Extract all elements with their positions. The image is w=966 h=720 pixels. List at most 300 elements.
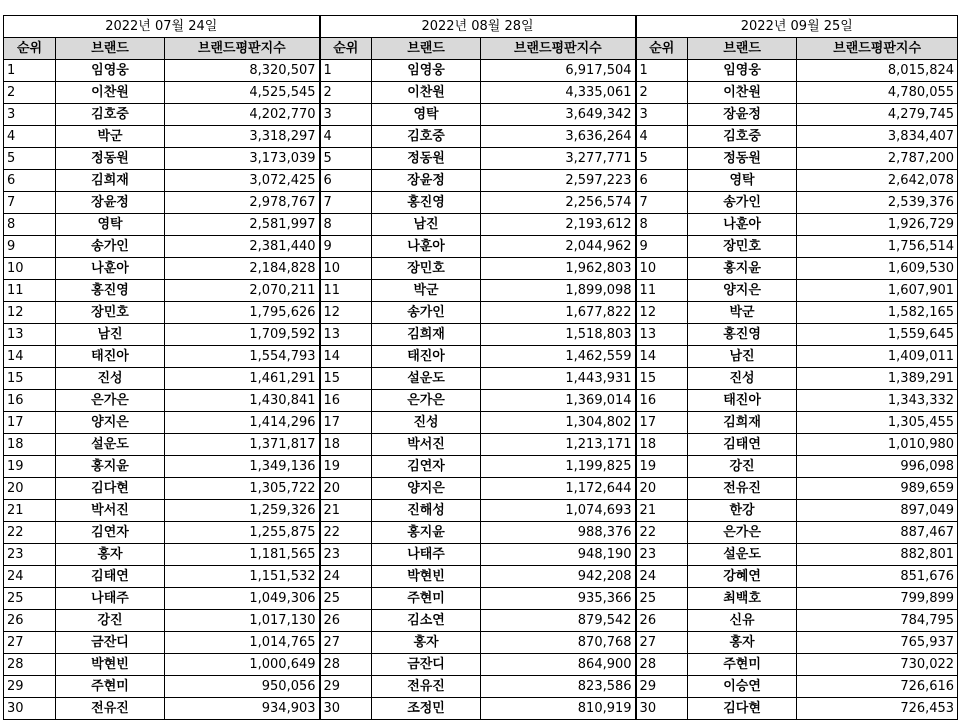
table-row [4,368,958,390]
brand-cell: 양지은 [372,478,481,500]
index-value-cell: 879,542 [481,610,636,632]
rank-cell: 15 [636,368,688,390]
rank-cell: 13 [320,324,372,346]
brand-cell: 한강 [688,500,797,522]
index-value-cell: 2,193,612 [481,214,636,236]
rank-cell: 25 [4,588,56,610]
brand-cell: 홍지윤 [688,258,797,280]
brand-cell: 김연자 [372,456,481,478]
brand-cell: 김연자 [56,522,165,544]
rank-cell: 15 [320,368,372,390]
table-row [4,654,958,676]
index-value-cell: 1,962,803 [481,258,636,280]
index-value-cell: 3,636,264 [481,126,636,148]
brand-cell: 남진 [688,346,797,368]
rank-cell: 7 [320,192,372,214]
index-value-cell: 3,834,407 [797,126,958,148]
rank-cell: 28 [4,654,56,676]
rank-cell: 22 [4,522,56,544]
index-value-cell: 1,462,559 [481,346,636,368]
brand-cell: 강혜연 [688,566,797,588]
brand-cell: 김호중 [372,126,481,148]
rank-cell: 6 [320,170,372,192]
brand-cell: 최백호 [688,588,797,610]
brand-cell: 영탁 [688,170,797,192]
index-value-cell: 3,173,039 [165,148,320,170]
brand-cell: 전유진 [372,676,481,698]
rank-cell: 25 [320,588,372,610]
brand-cell: 은가은 [372,390,481,412]
rank-cell: 27 [320,632,372,654]
index-value-cell: 3,318,297 [165,126,320,148]
brand-cell: 남진 [372,214,481,236]
period-title: 2022년 08월 28일 [320,16,636,38]
rank-cell: 27 [4,632,56,654]
index-header: 브랜드평판지수 [797,38,958,60]
index-value-cell: 2,978,767 [165,192,320,214]
rank-cell: 1 [320,60,372,82]
index-value-cell: 1,409,011 [797,346,958,368]
index-value-cell: 810,919 [481,698,636,720]
brand-cell: 박군 [372,280,481,302]
index-value-cell: 2,044,962 [481,236,636,258]
brand-cell: 나태주 [56,588,165,610]
index-value-cell: 726,453 [797,698,958,720]
brand-cell: 김호중 [688,126,797,148]
brand-cell: 장윤정 [56,192,165,214]
index-value-cell: 3,277,771 [481,148,636,170]
table-row [4,214,958,236]
index-value-cell: 784,795 [797,610,958,632]
brand-cell: 은가은 [56,390,165,412]
index-value-cell: 4,780,055 [797,82,958,104]
rank-cell: 23 [4,544,56,566]
brand-cell: 홍자 [372,632,481,654]
index-value-cell: 4,279,745 [797,104,958,126]
rank-cell: 12 [320,302,372,324]
table-row [4,324,958,346]
brand-cell: 김다현 [688,698,797,720]
brand-cell: 강진 [688,456,797,478]
rank-cell: 30 [320,698,372,720]
brand-cell: 진성 [688,368,797,390]
brand-cell: 이찬원 [372,82,481,104]
rank-cell: 23 [636,544,688,566]
rank-cell: 7 [636,192,688,214]
index-value-cell: 1,305,455 [797,412,958,434]
brand-cell: 김다현 [56,478,165,500]
rank-cell: 14 [320,346,372,368]
index-value-cell: 1,607,901 [797,280,958,302]
index-value-cell: 1,343,332 [797,390,958,412]
rank-cell: 3 [636,104,688,126]
table-row [4,456,958,478]
rank-cell: 26 [636,610,688,632]
index-value-cell: 1,430,841 [165,390,320,412]
table-row [4,588,958,610]
index-header: 브랜드평판지수 [165,38,320,60]
index-value-cell: 1,414,296 [165,412,320,434]
index-value-cell: 4,525,545 [165,82,320,104]
brand-cell: 홍자 [56,544,165,566]
index-value-cell: 950,056 [165,676,320,698]
brand-cell: 임영웅 [56,60,165,82]
index-value-cell: 935,366 [481,588,636,610]
brand-cell: 박현빈 [372,566,481,588]
rank-cell: 3 [4,104,56,126]
table-row [4,346,958,368]
rank-header: 순위 [636,38,688,60]
brand-cell: 홍지윤 [56,456,165,478]
brand-cell: 전유진 [688,478,797,500]
rank-cell: 13 [4,324,56,346]
rank-cell: 1 [636,60,688,82]
rank-cell: 18 [4,434,56,456]
index-value-cell: 1,304,802 [481,412,636,434]
index-value-cell: 1,305,722 [165,478,320,500]
index-value-cell: 2,597,223 [481,170,636,192]
brand-cell: 설운도 [56,434,165,456]
table-row [4,302,958,324]
index-value-cell: 1,049,306 [165,588,320,610]
brand-cell: 주현미 [688,654,797,676]
rank-cell: 17 [636,412,688,434]
index-value-cell: 1,017,130 [165,610,320,632]
rank-cell: 20 [320,478,372,500]
brand-cell: 정동원 [372,148,481,170]
brand-cell: 태진아 [372,346,481,368]
brand-cell: 정동원 [688,148,797,170]
index-value-cell: 1,259,326 [165,500,320,522]
index-value-cell: 1,518,803 [481,324,636,346]
index-value-cell: 1,010,980 [797,434,958,456]
brand-cell: 박군 [688,302,797,324]
brand-cell: 김소연 [372,610,481,632]
table-row [4,170,958,192]
index-value-cell: 2,581,997 [165,214,320,236]
brand-cell: 김희재 [56,170,165,192]
rank-cell: 7 [4,192,56,214]
brand-cell: 금잔디 [56,632,165,654]
brand-cell: 김희재 [372,324,481,346]
brand-cell: 김태연 [56,566,165,588]
index-value-cell: 726,616 [797,676,958,698]
brand-cell: 박서진 [372,434,481,456]
rank-cell: 17 [4,412,56,434]
brand-cell: 나훈아 [688,214,797,236]
rank-cell: 8 [320,214,372,236]
rank-cell: 24 [320,566,372,588]
brand-cell: 설운도 [372,368,481,390]
brand-cell: 장윤정 [372,170,481,192]
brand-cell: 양지은 [688,280,797,302]
brand-cell: 금잔디 [372,654,481,676]
brand-cell: 이찬원 [688,82,797,104]
table-row [4,478,958,500]
brand-header: 브랜드 [56,38,165,60]
brand-cell: 진해성 [372,500,481,522]
rank-cell: 25 [636,588,688,610]
brand-cell: 김태연 [688,434,797,456]
brand-cell: 설운도 [688,544,797,566]
brand-cell: 홍지윤 [372,522,481,544]
rank-cell: 27 [636,632,688,654]
table-row [4,676,958,698]
rank-cell: 13 [636,324,688,346]
index-value-cell: 2,070,211 [165,280,320,302]
rank-cell: 11 [320,280,372,302]
index-value-cell: 3,649,342 [481,104,636,126]
rank-cell: 30 [4,698,56,720]
brand-cell: 주현미 [56,676,165,698]
index-value-cell: 2,381,440 [165,236,320,258]
rank-cell: 16 [636,390,688,412]
rank-cell: 6 [4,170,56,192]
rank-cell: 23 [320,544,372,566]
rank-cell: 24 [636,566,688,588]
rank-cell: 21 [636,500,688,522]
index-value-cell: 1,554,793 [165,346,320,368]
rank-header: 순위 [4,38,56,60]
index-value-cell: 1,369,014 [481,390,636,412]
table-row [4,566,958,588]
index-value-cell: 1,443,931 [481,368,636,390]
rank-cell: 20 [636,478,688,500]
index-value-cell: 934,903 [165,698,320,720]
index-value-cell: 1,677,822 [481,302,636,324]
index-value-cell: 2,256,574 [481,192,636,214]
brand-cell: 홍진영 [688,324,797,346]
rank-cell: 24 [4,566,56,588]
index-value-cell: 1,074,693 [481,500,636,522]
brand-cell: 박서진 [56,500,165,522]
rank-cell: 16 [320,390,372,412]
index-value-cell: 882,801 [797,544,958,566]
index-value-cell: 870,768 [481,632,636,654]
brand-cell: 나태주 [372,544,481,566]
rank-cell: 11 [4,280,56,302]
brand-cell: 진성 [372,412,481,434]
rank-cell: 14 [4,346,56,368]
table-row [4,412,958,434]
rank-cell: 3 [320,104,372,126]
ranking-rows [4,60,958,720]
brand-cell: 장민호 [372,258,481,280]
rank-cell: 9 [320,236,372,258]
index-value-cell: 1,255,875 [165,522,320,544]
rank-cell: 21 [4,500,56,522]
index-value-cell: 1,213,171 [481,434,636,456]
index-value-cell: 1,899,098 [481,280,636,302]
brand-cell: 태진아 [56,346,165,368]
brand-cell: 송가인 [56,236,165,258]
rank-cell: 4 [320,126,372,148]
brand-cell: 임영웅 [688,60,797,82]
rank-cell: 21 [320,500,372,522]
rank-cell: 29 [636,676,688,698]
rank-cell: 9 [4,236,56,258]
rank-cell: 5 [4,148,56,170]
index-value-cell: 988,376 [481,522,636,544]
index-header: 브랜드평판지수 [481,38,636,60]
rank-cell: 29 [4,676,56,698]
brand-cell: 홍진영 [372,192,481,214]
brand-cell: 장민호 [688,236,797,258]
table-row [4,522,958,544]
index-value-cell: 1,172,644 [481,478,636,500]
rank-cell: 12 [4,302,56,324]
brand-cell: 김호중 [56,104,165,126]
table-row [4,192,958,214]
brand-cell: 홍진영 [56,280,165,302]
table-row [4,60,958,82]
brand-cell: 박현빈 [56,654,165,676]
index-value-cell: 1,582,165 [797,302,958,324]
brand-cell: 조정민 [372,698,481,720]
brand-cell: 양지은 [56,412,165,434]
brand-cell: 태진아 [688,390,797,412]
period-title: 2022년 07월 24일 [4,16,320,38]
rank-cell: 26 [320,610,372,632]
rank-cell: 15 [4,368,56,390]
rank-cell: 19 [636,456,688,478]
brand-cell: 전유진 [56,698,165,720]
table-row [4,698,958,720]
index-value-cell: 996,098 [797,456,958,478]
rank-cell: 4 [636,126,688,148]
index-value-cell: 8,320,507 [165,60,320,82]
brand-cell: 송가인 [688,192,797,214]
brand-cell: 송가인 [372,302,481,324]
brand-cell: 진성 [56,368,165,390]
index-value-cell: 2,787,200 [797,148,958,170]
index-value-cell: 942,208 [481,566,636,588]
rank-cell: 6 [636,170,688,192]
brand-cell: 장민호 [56,302,165,324]
rank-cell: 9 [636,236,688,258]
index-value-cell: 1,014,765 [165,632,320,654]
index-value-cell: 1,559,645 [797,324,958,346]
rank-cell: 30 [636,698,688,720]
table-row [4,82,958,104]
index-value-cell: 897,049 [797,500,958,522]
index-value-cell: 1,000,649 [165,654,320,676]
index-value-cell: 730,022 [797,654,958,676]
brand-cell: 나훈아 [372,236,481,258]
index-value-cell: 1,461,291 [165,368,320,390]
brand-cell: 정동원 [56,148,165,170]
rank-cell: 10 [636,258,688,280]
rank-cell: 10 [320,258,372,280]
rank-cell: 2 [4,82,56,104]
table-row [4,104,958,126]
index-value-cell: 1,151,532 [165,566,320,588]
rank-cell: 4 [4,126,56,148]
rank-cell: 19 [320,456,372,478]
brand-cell: 강진 [56,610,165,632]
rank-cell: 20 [4,478,56,500]
rank-cell: 19 [4,456,56,478]
rank-cell: 1 [4,60,56,82]
brand-cell: 은가은 [688,522,797,544]
rank-cell: 12 [636,302,688,324]
brand-cell: 나훈아 [56,258,165,280]
brand-cell: 영탁 [372,104,481,126]
rank-cell: 26 [4,610,56,632]
index-value-cell: 765,937 [797,632,958,654]
rank-cell: 16 [4,390,56,412]
brand-cell: 임영웅 [372,60,481,82]
index-value-cell: 1,349,136 [165,456,320,478]
rank-cell: 17 [320,412,372,434]
index-value-cell: 864,900 [481,654,636,676]
index-value-cell: 1,926,729 [797,214,958,236]
index-value-cell: 2,184,828 [165,258,320,280]
period-header-row [4,16,958,38]
index-value-cell: 8,015,824 [797,60,958,82]
brand-reputation-sheet [3,15,957,720]
index-value-cell: 4,335,061 [481,82,636,104]
brand-cell: 남진 [56,324,165,346]
index-value-cell: 1,756,514 [797,236,958,258]
table-row [4,390,958,412]
rank-cell: 14 [636,346,688,368]
index-value-cell: 6,917,504 [481,60,636,82]
index-value-cell: 2,642,078 [797,170,958,192]
rank-cell: 2 [320,82,372,104]
rank-cell: 10 [4,258,56,280]
table-row [4,632,958,654]
rank-cell: 22 [636,522,688,544]
index-value-cell: 1,389,291 [797,368,958,390]
rank-cell: 2 [636,82,688,104]
index-value-cell: 4,202,770 [165,104,320,126]
period-title: 2022년 09월 25일 [636,16,958,38]
index-value-cell: 948,190 [481,544,636,566]
table-row [4,280,958,302]
index-value-cell: 887,467 [797,522,958,544]
brand-cell: 영탁 [56,214,165,236]
index-value-cell: 2,539,376 [797,192,958,214]
table-row [4,500,958,522]
rank-header: 순위 [320,38,372,60]
index-value-cell: 1,371,817 [165,434,320,456]
rank-cell: 28 [320,654,372,676]
brand-cell: 신유 [688,610,797,632]
index-value-cell: 1,181,565 [165,544,320,566]
table-row [4,148,958,170]
index-value-cell: 1,795,626 [165,302,320,324]
brand-cell: 홍자 [688,632,797,654]
table-row [4,258,958,280]
brand-header: 브랜드 [372,38,481,60]
rank-cell: 28 [636,654,688,676]
brand-reputation-table [3,15,958,720]
table-row [4,610,958,632]
rank-cell: 5 [320,148,372,170]
rank-cell: 29 [320,676,372,698]
rank-cell: 18 [636,434,688,456]
brand-header: 브랜드 [688,38,797,60]
index-value-cell: 3,072,425 [165,170,320,192]
rank-cell: 8 [636,214,688,236]
brand-cell: 주현미 [372,588,481,610]
table-row [4,434,958,456]
index-value-cell: 851,676 [797,566,958,588]
rank-cell: 11 [636,280,688,302]
index-value-cell: 799,899 [797,588,958,610]
index-value-cell: 1,199,825 [481,456,636,478]
